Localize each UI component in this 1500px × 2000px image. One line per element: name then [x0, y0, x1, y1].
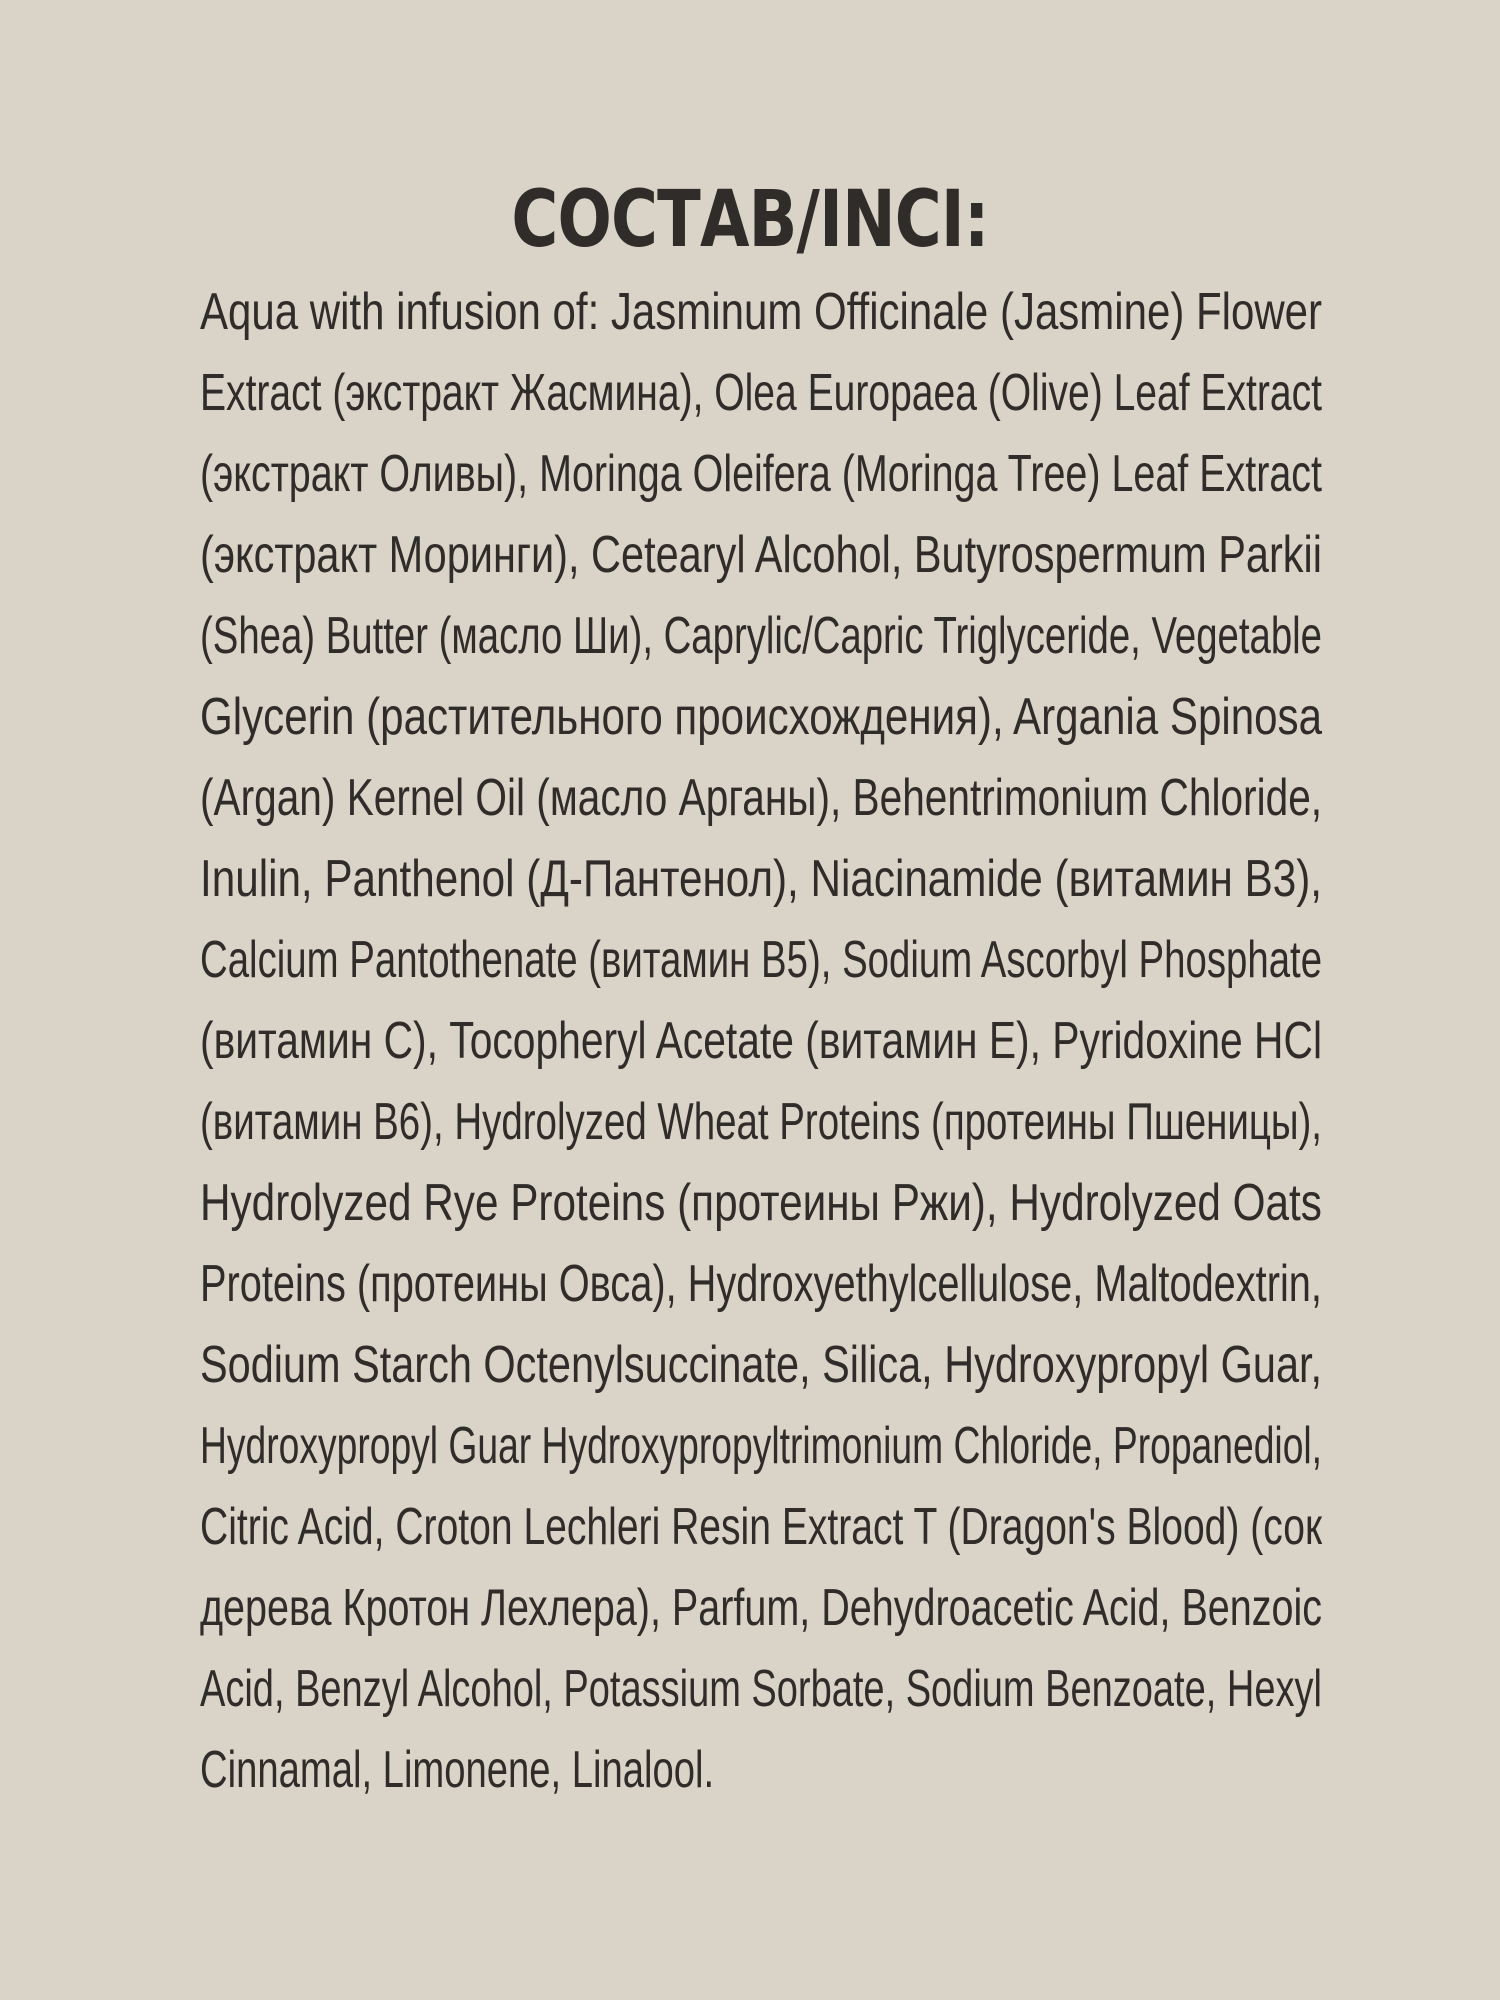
ingredients-line-text: дерева Кротон Лехлера), Parfum, Dehydroacetic Acid, Benzoic: [200, 1579, 1323, 1637]
ingredients-line-text: (Shea) Butter (масло Ши), Caprylic/Capric Triglyceride, Vegetable: [200, 607, 1322, 665]
ingredients-line-text: Proteins (протеины Овса), Hydroxyethylcellulose, Maltodextrin,: [200, 1255, 1322, 1313]
page-title: СОСТАВ/INCI:: [511, 175, 989, 265]
ingredients-line-text: Aqua with infusion of: Jasminum Officinale (Jasmine) Flower: [200, 283, 1323, 341]
ingredients-line: [200, 434, 1322, 515]
ingredients-line-text: (Argan) Kernel Oil (масло Арганы), Behentrimonium Chloride,: [200, 769, 1323, 827]
ingredients-line-text: (витамин С), Tocopheryl Acetate (витамин Е), Pyridoxine HCl: [200, 1012, 1323, 1070]
ingredients-line: [200, 1487, 1322, 1568]
ingredients-line-text: Extract (экстракт Жасмина), Olea Europaea (Olive) Leaf Extract: [200, 364, 1322, 422]
ingredients-line: [200, 1649, 1322, 1730]
ingredients-line: [200, 677, 1322, 758]
ingredients-line-text: Hydroxypropyl Guar Hydroxypropyltrimonium Chloride, Propanediol,: [200, 1417, 1323, 1475]
ingredients-line: [200, 920, 1322, 1001]
ingredients-line-text: Inulin, Panthenol (Д-Пантенол), Niacinamide (витамин В3),: [200, 850, 1323, 908]
ingredients-line: [200, 353, 1322, 434]
ingredients-line-text: (витамин В6), Hydrolyzed Wheat Proteins (протеины Пшеницы),: [200, 1093, 1322, 1151]
ingredients-line-text: (экстракт Моринги), Cetearyl Alcohol, Butyrospermum Parkii: [200, 526, 1322, 584]
ingredients-line-text: Acid, Benzyl Alcohol, Potassium Sorbate, Sodium Benzoate, Hexyl: [200, 1660, 1322, 1718]
ingredients-line: [200, 1082, 1322, 1163]
ingredients-line: [200, 1730, 1322, 1811]
ingredients-line-text: Citric Acid, Croton Lechleri Resin Extract T (Dragon's Blood) (сок: [200, 1498, 1323, 1556]
ingredients-line-text: Sodium Starch Octenylsuccinate, Silica, Hydroxypropyl Guar,: [200, 1336, 1323, 1394]
ingredients-line: [200, 596, 1322, 677]
ingredients-line-text: Glycerin (растительного происхождения), Argania Spinosa: [200, 688, 1323, 746]
ingredients-line: [200, 515, 1322, 596]
ingredients-line: [200, 1568, 1322, 1649]
ingredients-line: [200, 272, 1322, 353]
ingredients-line: [200, 758, 1322, 839]
ingredients-line: [200, 1244, 1322, 1325]
ingredients-line-text: (экстракт Оливы), Moringa Oleifera (Moringa Tree) Leaf Extract: [200, 445, 1323, 503]
ingredients-line: [200, 1163, 1322, 1244]
ingredients-line-text: Hydrolyzed Rye Proteins (протеины Ржи), Hydrolyzed Oats: [200, 1174, 1322, 1232]
ingredients-line-text: Calcium Pantothenate (витамин В5), Sodium Ascorbyl Phosphate: [200, 931, 1323, 989]
ingredients-list: [200, 272, 1322, 1811]
ingredients-line: [200, 1325, 1322, 1406]
ingredients-line-text: Cinnamal, Limonene, Linalool.: [200, 1741, 715, 1799]
ingredients-line: [200, 1406, 1322, 1487]
ingredients-line: [200, 839, 1322, 920]
ingredients-line: [200, 1001, 1322, 1082]
